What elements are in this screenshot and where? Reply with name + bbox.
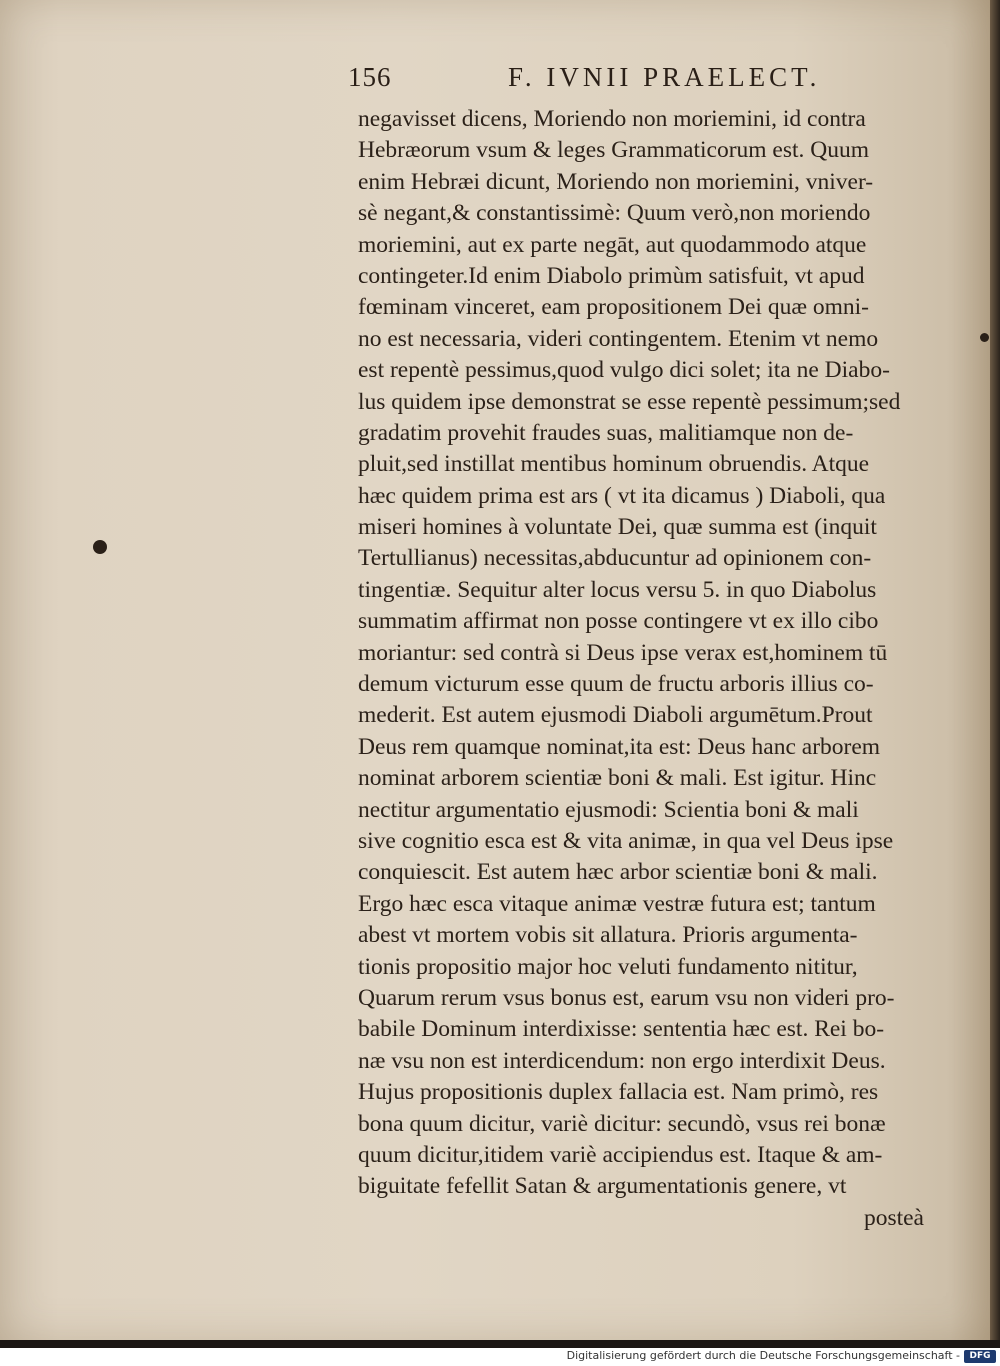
body-text (358, 104, 966, 1234)
text-line: mederit. Est autem ejusmodi Diaboli argumētum.Prout (358, 702, 873, 729)
text-line: Quarum rerum vsus bonus est, earum vsu non videri pro- (358, 984, 895, 1011)
running-header (348, 62, 888, 98)
page-edge (990, 0, 1000, 1340)
footer-credit: Digitalisierung gefördert durch die Deutsche Forschungsgemeinschaft - (566, 1349, 960, 1362)
text-line: pluit,sed instillat mentibus hominum obruendis. Atque (358, 451, 870, 478)
text-line: contingeter.Id enim Diabolo primùm satisfuit, vt apud (358, 262, 865, 289)
margin-mark (980, 333, 989, 342)
text-line: demum victurum esse quum de fructu arboris illius co- (358, 671, 874, 698)
text-line: quum dicitur,itidem variè accipiendus est. Itaque & am- (358, 1141, 883, 1168)
text-line: næ vsu non est interdicendum: non ergo interdixit Deus. (358, 1047, 886, 1074)
text-line: abest vt mortem vobis sit allatura. Prioris argumenta- (358, 922, 858, 949)
text-line: tingentiæ. Sequitur alter locus versu 5. in quo Diabolus (358, 576, 877, 603)
text-line: bona quum dicitur, variè dicitur: secundò, vsus rei bonæ (358, 1110, 886, 1137)
text-line: biguitate fefellit Satan & argumentationis genere, vt (358, 1173, 847, 1200)
text-line: miseri homines à voluntate Dei, quæ summa est (inquit (358, 514, 877, 541)
text-line: tionis propositio major hoc veluti fundamento nititur, (358, 953, 858, 980)
text-line: lus quidem ipse demonstrat se esse repentè pessimum;sed (358, 388, 901, 415)
text-line: moriemini, aut ex parte negāt, aut quodammodo atque (358, 231, 867, 258)
text-line: babile Dominum interdixisse: sententia hæc est. Rei bo- (358, 1016, 885, 1043)
text-line: sè negant,& constantissimè: Quum verò,non moriendo (358, 200, 871, 227)
dfg-logo-icon: DFG (964, 1350, 996, 1363)
text-line: hæc quidem prima est ars ( vt ita dicamus ) Diaboli, qua (358, 482, 886, 509)
text-line: Deus rem quamque nominat,ita est: Deus hanc arborem (358, 733, 881, 760)
ink-spot (93, 540, 107, 554)
text-line: nectitur argumentatio ejusmodi: Scientia boni & mali (358, 796, 859, 823)
text-line: sive cognitio esca est & vita animæ, in qua vel Deus ipse (358, 827, 894, 854)
running-title: F. IVNII PRAELECT. (508, 62, 821, 92)
text-line: summatim affirmat non posse contingere vt ex illo cibo (358, 608, 879, 635)
text-line: Hebræorum vsum & leges Grammaticorum est. Quum (358, 137, 870, 164)
text-line: fœminam vinceret, eam propositionem Dei quæ omni- (358, 294, 870, 321)
text-line: no est necessaria, videri contingentem. Etenim vt nemo (358, 325, 879, 352)
footer-bar (0, 1348, 1000, 1366)
text-line: gradatim provehit fraudes suas, malitiamque non de- (358, 419, 854, 446)
catchword: posteà (863, 1204, 924, 1231)
text-line: moriantur: sed contrà si Deus ipse verax est,hominem tū (358, 639, 888, 666)
text-line: Ergo hæc esca vitaque animæ vestræ futura est; tantum (358, 890, 876, 917)
text-line: conquiescit. Est autem hæc arbor scientiæ boni & mali. (358, 859, 878, 886)
text-line: Tertullianus) necessitas,abducuntur ad opinionem con- (358, 545, 872, 572)
text-line: enim Hebræi dicunt, Moriendo non moriemini, vniver- (358, 168, 874, 195)
page-number: 156 (348, 62, 392, 92)
text-line: negavisset dicens, Moriendo non moriemini, id contra (358, 106, 866, 132)
text-line: est repentè pessimus,quod vulgo dici solet; ita ne Diabo- (358, 357, 890, 384)
text-line: nominat arborem scientiæ boni & mali. Est igitur. Hinc (358, 765, 877, 792)
text-line: Hujus propositionis duplex fallacia est. Nam primò, res (358, 1079, 879, 1106)
